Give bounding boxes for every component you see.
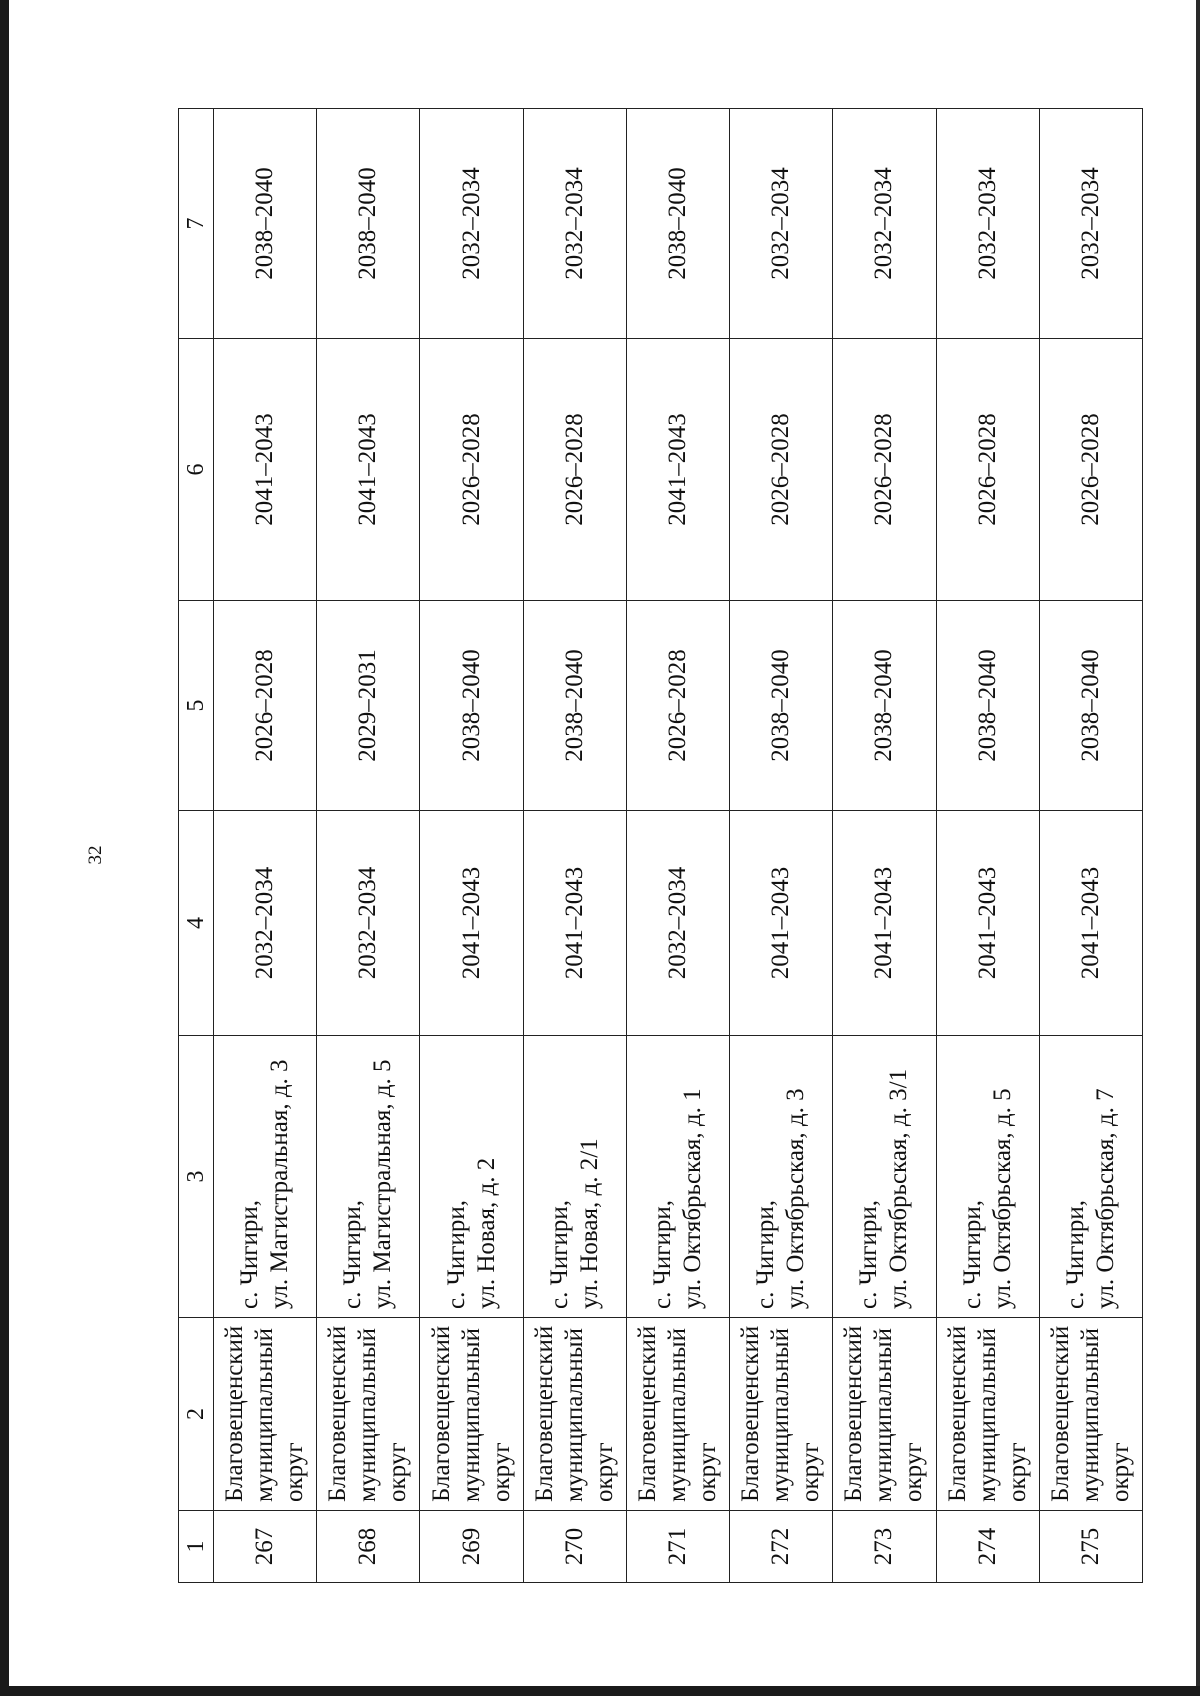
period-col6: 2026–2028: [936, 339, 1039, 601]
scan-edge-right: [1196, 0, 1200, 1696]
municipality-line: муниципальный: [663, 1328, 691, 1502]
address-line: ул. Новая, д. 2/1: [575, 1138, 603, 1309]
municipality-cell: [214, 1318, 317, 1511]
municipality-line: округ: [900, 1442, 928, 1502]
period-col4: 2041–2043: [420, 811, 523, 1036]
municipality-line: Благовещенский: [1046, 1325, 1074, 1502]
municipality-line: округ: [693, 1442, 721, 1502]
period-col5: 2026–2028: [214, 601, 317, 811]
municipality-cell: [420, 1318, 523, 1511]
address-line: с. Чигири,: [752, 1200, 780, 1309]
period-col5: 2038–2040: [936, 601, 1039, 811]
municipality-line: округ: [384, 1442, 412, 1502]
period-col5: 2026–2028: [626, 601, 729, 811]
address-line: с. Чигири,: [958, 1200, 986, 1309]
address-line: ул. Октябрьская, д. 3/1: [885, 1068, 913, 1309]
row-number: 274: [936, 1511, 1039, 1583]
municipality-line: муниципальный: [354, 1328, 382, 1502]
period-col4: 2041–2043: [833, 811, 936, 1036]
address-cell: [833, 1036, 936, 1318]
period-col5: 2038–2040: [833, 601, 936, 811]
period-col7: 2038–2040: [214, 109, 317, 339]
municipality-line: Благовещенский: [221, 1325, 249, 1502]
period-col7: 2032–2034: [1039, 109, 1142, 339]
period-col6: 2026–2028: [833, 339, 936, 601]
table-row: [420, 109, 523, 1583]
address-line: с. Чигири,: [339, 1200, 367, 1309]
row-number: 275: [1039, 1511, 1142, 1583]
header-cell-7: 7: [179, 109, 214, 339]
period-col5: 2038–2040: [1039, 601, 1142, 811]
period-col4: 2041–2043: [1039, 811, 1142, 1036]
municipality-line: муниципальный: [767, 1328, 795, 1502]
municipality-line: округ: [281, 1442, 309, 1502]
period-col7: 2032–2034: [936, 109, 1039, 339]
rotated-table-wrapper: [178, 109, 1143, 1583]
address-line: ул. Октябрьская, д. 7: [1091, 1088, 1119, 1309]
period-col6: 2041–2043: [214, 339, 317, 601]
address-cell: [523, 1036, 626, 1318]
municipality-line: Благовещенский: [840, 1325, 868, 1502]
municipality-line: округ: [1106, 1442, 1134, 1502]
municipality-line: Благовещенский: [633, 1325, 661, 1502]
header-cell-1: 1: [179, 1511, 214, 1583]
period-col5: 2038–2040: [420, 601, 523, 811]
municipality-line: округ: [1003, 1442, 1031, 1502]
row-number: 273: [833, 1511, 936, 1583]
period-col4: 2041–2043: [936, 811, 1039, 1036]
address-line: с. Чигири,: [648, 1200, 676, 1309]
period-col5: 2038–2040: [523, 601, 626, 811]
address-line: с. Чигири,: [545, 1200, 573, 1309]
scan-edge-bottom: [0, 1686, 1200, 1696]
municipality-line: муниципальный: [973, 1328, 1001, 1502]
address-line: с. Чигири,: [1061, 1200, 1089, 1309]
period-col4: 2032–2034: [317, 811, 420, 1036]
period-col7: 2032–2034: [523, 109, 626, 339]
table-row: [317, 109, 420, 1583]
period-col6: 2026–2028: [730, 339, 833, 601]
address-cell: [626, 1036, 729, 1318]
period-col7: 2038–2040: [317, 109, 420, 339]
period-col7: 2032–2034: [730, 109, 833, 339]
municipality-line: муниципальный: [457, 1328, 485, 1502]
table-row: [214, 109, 317, 1583]
period-col4: 2041–2043: [523, 811, 626, 1036]
row-number: 267: [214, 1511, 317, 1583]
municipality-line: округ: [487, 1442, 515, 1502]
period-col5: 2029–2031: [317, 601, 420, 811]
period-col7: 2032–2034: [420, 109, 523, 339]
municipality-line: Благовещенский: [324, 1325, 352, 1502]
address-line: ул. Магистральная, д. 3: [266, 1059, 294, 1309]
municipality-cell: [730, 1318, 833, 1511]
period-col4: 2032–2034: [214, 811, 317, 1036]
municipality-line: округ: [590, 1442, 618, 1502]
period-col7: 2038–2040: [626, 109, 729, 339]
municipality-cell: [523, 1318, 626, 1511]
address-cell: [317, 1036, 420, 1318]
schedule-table: [178, 108, 1143, 1583]
table-body: [179, 109, 1143, 1583]
address-line: ул. Октябрьская, д. 1: [678, 1088, 706, 1309]
period-col6: 2026–2028: [420, 339, 523, 601]
table-row: [523, 109, 626, 1583]
period-col4: 2041–2043: [730, 811, 833, 1036]
municipality-line: муниципальный: [560, 1328, 588, 1502]
header-cell-4: 4: [179, 811, 214, 1036]
header-row: [179, 109, 214, 1583]
address-line: ул. Октябрьская, д. 3: [782, 1088, 810, 1309]
table-row: [626, 109, 729, 1583]
address-cell: [214, 1036, 317, 1318]
municipality-cell: [1039, 1318, 1142, 1511]
address-line: ул. Магистральная, д. 5: [369, 1059, 397, 1309]
period-col6: 2026–2028: [523, 339, 626, 601]
municipality-cell: [626, 1318, 729, 1511]
address-line: с. Чигири,: [855, 1200, 883, 1309]
table-row: [730, 109, 833, 1583]
municipality-cell: [317, 1318, 420, 1511]
row-number: 268: [317, 1511, 420, 1583]
municipality-cell: [833, 1318, 936, 1511]
header-cell-6: 6: [179, 339, 214, 601]
municipality-line: муниципальный: [1076, 1328, 1104, 1502]
page-number: 32: [85, 845, 106, 865]
header-cell-5: 5: [179, 601, 214, 811]
period-col7: 2032–2034: [833, 109, 936, 339]
row-number: 271: [626, 1511, 729, 1583]
row-number: 270: [523, 1511, 626, 1583]
municipality-line: Благовещенский: [943, 1325, 971, 1502]
period-col6: 2026–2028: [1039, 339, 1142, 601]
scan-edge-left: [0, 0, 9, 1696]
address-line: ул. Новая, д. 2: [472, 1157, 500, 1309]
address-line: с. Чигири,: [236, 1200, 264, 1309]
municipality-cell: [936, 1318, 1039, 1511]
header-cell-3: 3: [179, 1036, 214, 1318]
municipality-line: округ: [797, 1442, 825, 1502]
address-cell: [936, 1036, 1039, 1318]
period-col5: 2038–2040: [730, 601, 833, 811]
address-cell: [1039, 1036, 1142, 1318]
municipality-line: Благовещенский: [427, 1325, 455, 1502]
municipality-line: Благовещенский: [530, 1325, 558, 1502]
table-row: [1039, 109, 1142, 1583]
municipality-line: муниципальный: [870, 1328, 898, 1502]
period-col6: 2041–2043: [317, 339, 420, 601]
period-col4: 2032–2034: [626, 811, 729, 1036]
row-number: 269: [420, 1511, 523, 1583]
address-line: с. Чигири,: [442, 1200, 470, 1309]
table-row: [833, 109, 936, 1583]
address-cell: [420, 1036, 523, 1318]
municipality-line: Благовещенский: [737, 1325, 765, 1502]
row-number: 272: [730, 1511, 833, 1583]
address-line: ул. Октябрьская, д. 5: [988, 1088, 1016, 1309]
period-col6: 2041–2043: [626, 339, 729, 601]
municipality-line: муниципальный: [251, 1328, 279, 1502]
header-cell-2: 2: [179, 1318, 214, 1511]
address-cell: [730, 1036, 833, 1318]
table-row: [936, 109, 1039, 1583]
